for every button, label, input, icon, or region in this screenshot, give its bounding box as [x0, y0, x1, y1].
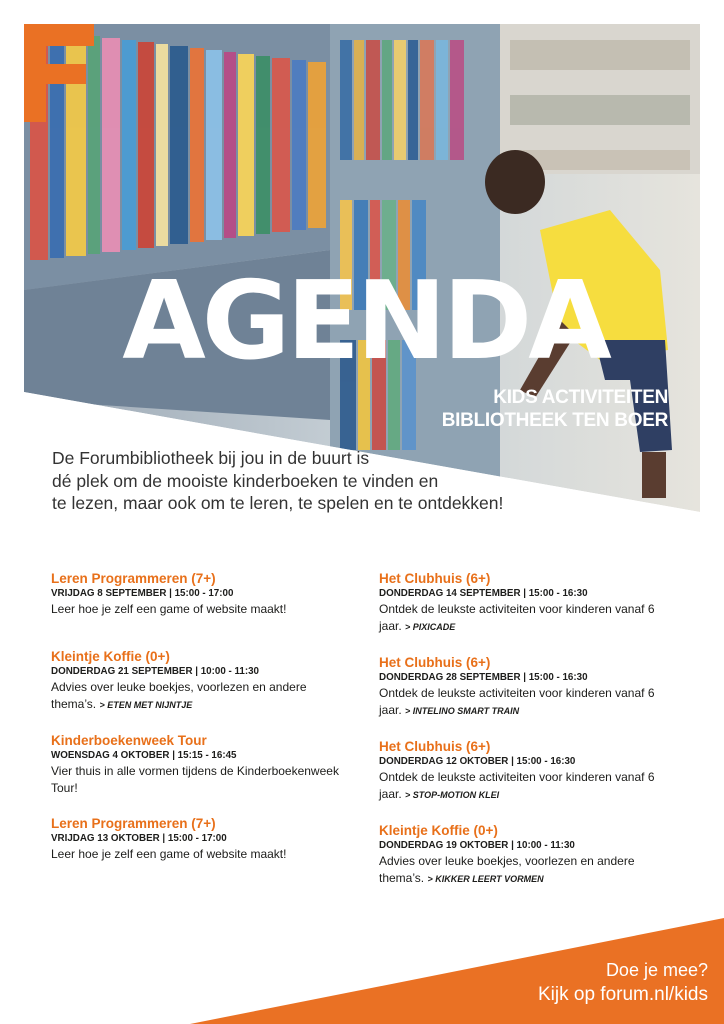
- intro-line1: De Forumbibliotheek bij jou in de buurt is: [52, 448, 370, 468]
- event-item: [51, 815, 351, 863]
- event-link[interactable]: > PIXICADE: [405, 622, 456, 632]
- event-description: Ontdek de leukste activiteiten voor kinderen vanaf 6 jaar. > INTELINO SMART TRAIN: [379, 686, 655, 717]
- events-column-right: [379, 570, 679, 906]
- event-datetime: DONDERDAG 28 SEPTEMBER | 15:00 - 16:30: [379, 672, 588, 683]
- intro-line3: te lezen, maar ook om te leren, te spelen en te ontdekken!: [52, 493, 504, 513]
- event-title: Kinderboekenweek Tour: [51, 733, 207, 748]
- event-datetime: VRIJDAG 8 SEPTEMBER | 15:00 - 17:00: [51, 588, 234, 599]
- events-column-left: [51, 570, 351, 881]
- agenda-title: AGENDA: [122, 259, 608, 384]
- event-title: Kleintje Koffie (0+): [379, 823, 498, 838]
- event-description: Ontdek de leukste activiteiten voor kinderen vanaf 6 jaar. > STOP-MOTION KLEI: [379, 770, 655, 801]
- event-item: [51, 648, 351, 714]
- event-item: [379, 654, 679, 720]
- event-description: Advies over leuke boekjes, voorlezen en andere thema’s. > KIKKER LEERT VORMEN: [379, 854, 635, 885]
- event-link[interactable]: > STOP-MOTION KLEI: [405, 790, 500, 800]
- hero-subtitle: [442, 386, 668, 432]
- event-item: [379, 570, 679, 636]
- event-datetime: DONDERDAG 19 OKTOBER | 10:00 - 11:30: [379, 840, 575, 851]
- event-item: [51, 732, 351, 797]
- event-description: Advies over leuke boekjes, voorlezen en andere thema’s. > ETEN MET NIJNTJE: [51, 680, 307, 711]
- event-description: Vier thuis in alle vormen tijdens de Kinderboekenweek Tour!: [51, 764, 339, 795]
- event-datetime: DONDERDAG 14 SEPTEMBER | 15:00 - 16:30: [379, 588, 588, 599]
- event-title: Kleintje Koffie (0+): [51, 649, 170, 664]
- event-item: [379, 822, 679, 888]
- intro-text: [52, 447, 522, 515]
- event-title: Het Clubhuis (6+): [379, 571, 491, 586]
- event-link[interactable]: > ETEN MET NIJNTJE: [99, 700, 193, 710]
- event-datetime: VRIJDAG 13 OKTOBER | 15:00 - 17:00: [51, 833, 227, 844]
- call-to-action: [538, 958, 708, 1008]
- event-description: Ontdek de leukste activiteiten voor kinderen vanaf 6 jaar. > PIXICADE: [379, 602, 655, 633]
- event-description: Leer hoe je zelf een game of website maakt!: [51, 847, 287, 861]
- event-datetime: WOENSDAG 4 OKTOBER | 15:15 - 16:45: [51, 750, 237, 761]
- event-item: [379, 738, 679, 804]
- event-title: Het Clubhuis (6+): [379, 655, 491, 670]
- event-link[interactable]: > INTELINO SMART TRAIN: [405, 706, 520, 716]
- hero-subtitle-line1: KIDS ACTIVITEITEN: [493, 387, 668, 408]
- forum-f-logo-icon: [24, 24, 94, 122]
- cta-question: Doe je mee?: [605, 960, 708, 980]
- event-title: Leren Programmeren (7+): [51, 571, 216, 586]
- event-datetime: DONDERDAG 21 SEPTEMBER | 10:00 - 11:30: [51, 666, 259, 677]
- event-title: Het Clubhuis (6+): [379, 739, 491, 754]
- cta-website-link[interactable]: Kijk op forum.nl/kids: [537, 984, 708, 1005]
- intro-line2: dé plek om de mooiste kinderboeken te vinden en: [52, 470, 439, 491]
- event-link[interactable]: > KIKKER LEERT VORMEN: [427, 874, 544, 884]
- event-item: [51, 570, 351, 618]
- event-title: Leren Programmeren (7+): [51, 816, 216, 831]
- event-datetime: DONDERDAG 12 OKTOBER | 15:00 - 16:30: [379, 756, 576, 767]
- hero-subtitle-line2: BIBLIOTHEEK TEN BOER: [441, 410, 668, 431]
- event-description: Leer hoe je zelf een game of website maakt!: [51, 602, 287, 616]
